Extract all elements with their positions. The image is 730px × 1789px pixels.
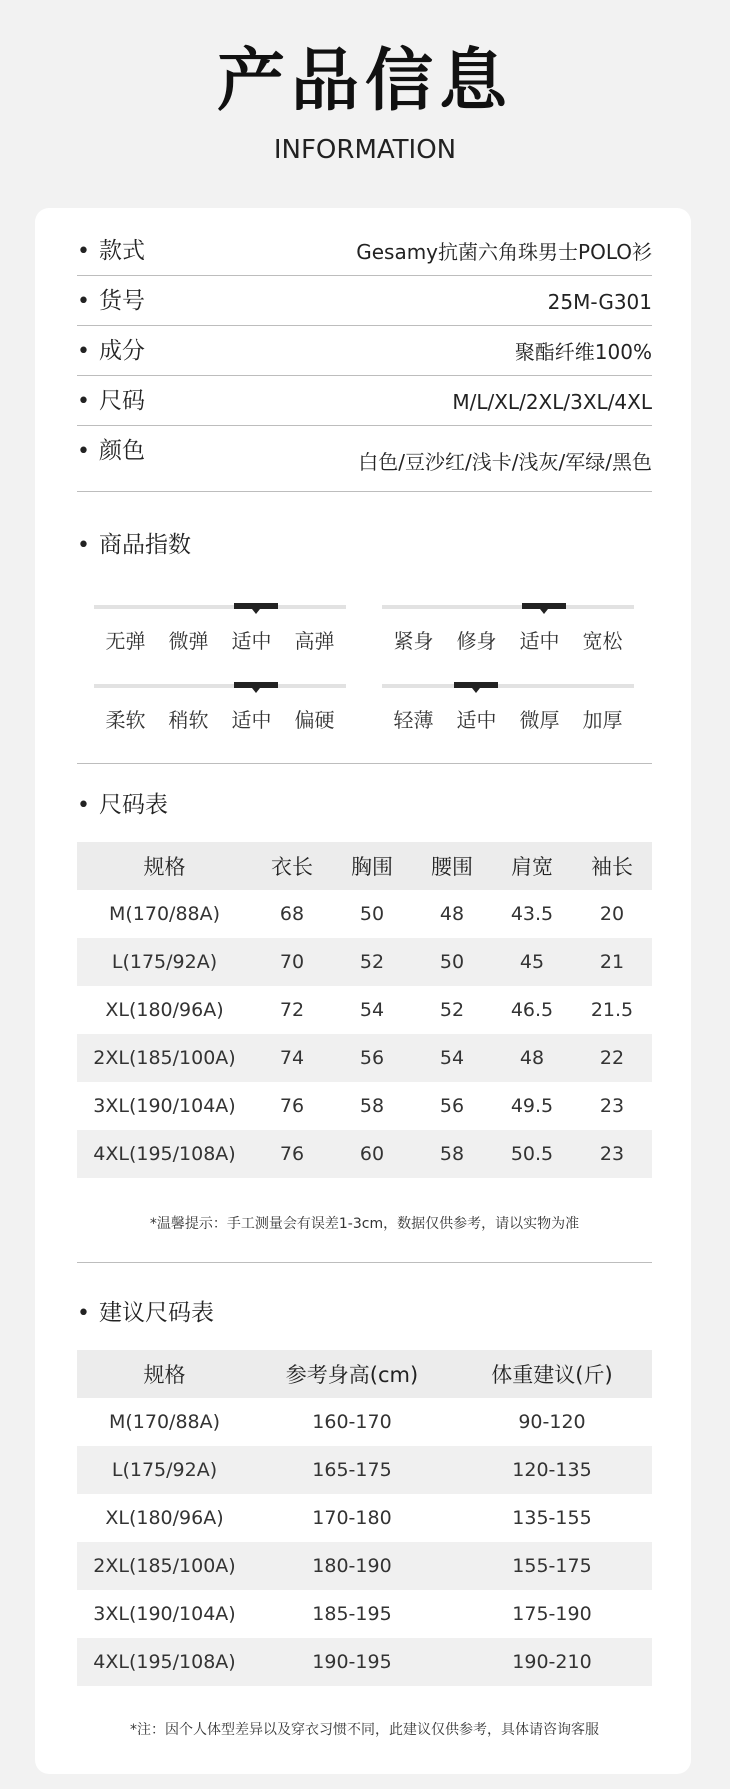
column-header: 体重建议(斤) — [452, 1350, 652, 1398]
table-cell: 52 — [332, 938, 412, 986]
table-cell: 50 — [412, 938, 492, 986]
table-cell: 155-175 — [452, 1542, 652, 1590]
table-header-row — [77, 1350, 652, 1398]
scale-option: 加厚 — [582, 708, 623, 732]
table-cell: 48 — [492, 1034, 572, 1082]
section-divider — [77, 1262, 652, 1263]
scale-track — [382, 605, 634, 609]
suggest-size-table — [77, 1350, 652, 1686]
table-row — [77, 1590, 652, 1638]
scale-track — [382, 684, 634, 688]
section-title-index: • 商品指数 — [77, 530, 191, 561]
scale-option: 微弹 — [168, 629, 209, 653]
scale-option: 适中 — [456, 708, 497, 732]
column-header: 腰围 — [412, 842, 492, 890]
table-cell: 58 — [412, 1130, 492, 1178]
column-header: 肩宽 — [492, 842, 572, 890]
table-cell: 21.5 — [590, 999, 634, 1021]
table-cell: 2XL(185/100A) — [77, 1542, 252, 1590]
info-value: 聚酯纤维100% — [514, 340, 652, 364]
table-row — [77, 890, 652, 938]
table-cell: 3XL(190/104A) — [93, 1603, 236, 1625]
table-cell: 90-120 — [518, 1411, 586, 1433]
table-cell: 56 — [332, 1034, 412, 1082]
scale-option: 微厚 — [519, 708, 560, 732]
info-value: M/L/XL/2XL/3XL/4XL — [452, 390, 652, 414]
table-cell: 120-135 — [452, 1446, 652, 1494]
table-cell: 23 — [572, 1130, 652, 1178]
table-cell: L(175/92A) — [77, 938, 252, 986]
table-cell: 2XL(185/100A) — [77, 1034, 252, 1082]
info-label: • 货号 — [77, 286, 145, 317]
scale-marker — [234, 603, 278, 609]
scale-marker — [454, 682, 498, 688]
table-cell: 50.5 — [492, 1130, 572, 1178]
table-cell: 48 — [439, 903, 465, 925]
info-row-colors — [77, 426, 652, 492]
info-label: • 款式 — [77, 236, 145, 267]
table-cell: 60 — [332, 1130, 412, 1178]
table-row — [77, 1446, 652, 1494]
table-cell: 190-195 — [252, 1638, 452, 1686]
table-cell: 72 — [279, 999, 305, 1021]
info-row-sizes — [77, 376, 652, 426]
table-cell: M(170/88A) — [108, 903, 221, 925]
column-header: 规格 — [77, 842, 252, 890]
table-cell: 74 — [252, 1034, 332, 1082]
table-cell: 22 — [572, 1034, 652, 1082]
table-cell: 4XL(195/108A) — [77, 1130, 252, 1178]
page-subtitle: INFORMATION — [273, 135, 457, 165]
scale-option: 适中 — [231, 629, 272, 653]
table-cell: XL(180/96A) — [105, 999, 224, 1021]
table-row — [77, 1082, 652, 1130]
scale-fit — [382, 605, 634, 675]
scale-softness — [94, 684, 346, 754]
table-cell: M(170/88A) — [108, 1411, 221, 1433]
table-row — [77, 1638, 652, 1686]
scale-track — [94, 684, 346, 688]
info-row-style — [77, 226, 652, 276]
table-cell: 21 — [572, 938, 652, 986]
info-card — [35, 208, 691, 1774]
section-divider — [77, 763, 652, 764]
table-cell: 50 — [359, 903, 385, 925]
table-cell: 70 — [252, 938, 332, 986]
table-cell: 52 — [439, 999, 465, 1021]
table-cell: 76 — [252, 1130, 332, 1178]
table-cell: XL(180/96A) — [105, 1507, 224, 1529]
scale-marker — [234, 682, 278, 688]
table-cell: 3XL(190/104A) — [93, 1095, 236, 1117]
table-row — [77, 986, 652, 1034]
scale-option: 无弹 — [105, 629, 146, 653]
table-cell: 185-195 — [312, 1603, 392, 1625]
info-label: • 成分 — [77, 336, 145, 367]
table-row — [77, 1542, 652, 1590]
info-row-sku — [77, 276, 652, 326]
table-cell: 76 — [279, 1095, 305, 1117]
table-cell: 45 — [492, 938, 572, 986]
table-cell: 46.5 — [510, 999, 554, 1021]
table-cell: 54 — [359, 999, 385, 1021]
column-header: 袖长 — [572, 842, 652, 890]
scale-option: 宽松 — [582, 629, 623, 653]
table-cell: 170-180 — [312, 1507, 392, 1529]
scale-track — [94, 605, 346, 609]
info-value: Gesamy抗菌六角珠男士POLO衫 — [356, 240, 652, 264]
scale-thickness — [382, 684, 634, 754]
scale-option: 高弹 — [294, 629, 335, 653]
section-title-size-table: • 尺码表 — [77, 790, 168, 821]
size-table-note: *温馨提示：手工测量会有误差1-3cm，数据仅供参考，请以实物为准 — [149, 1216, 580, 1232]
table-cell: 180-190 — [252, 1542, 452, 1590]
scale-option: 适中 — [231, 708, 272, 732]
table-cell: 175-190 — [512, 1603, 592, 1625]
scale-elasticity — [94, 605, 346, 675]
column-header: 衣长 — [252, 842, 332, 890]
info-label: • 颜色 — [77, 436, 145, 467]
table-cell: 4XL(195/108A) — [77, 1638, 252, 1686]
size-table — [77, 842, 652, 1178]
table-cell: 49.5 — [510, 1095, 554, 1117]
table-row — [77, 1398, 652, 1446]
table-cell: 68 — [279, 903, 305, 925]
scale-marker — [522, 603, 566, 609]
table-cell: 23 — [599, 1095, 625, 1117]
scale-option: 修身 — [456, 629, 497, 653]
table-cell: 20 — [599, 903, 625, 925]
suggest-table-note: *注：因个人体型差异以及穿衣习惯不同，此建议仅供参考，具体请咨询客服 — [130, 1722, 599, 1738]
info-row-material — [77, 326, 652, 376]
table-cell: 58 — [359, 1095, 385, 1117]
table-cell: 135-155 — [512, 1507, 592, 1529]
table-cell: 165-175 — [252, 1446, 452, 1494]
info-value: 白色/豆沙红/浅卡/浅灰/军绿/黑色 — [358, 450, 652, 474]
scale-option: 轻薄 — [393, 708, 434, 732]
column-header: 参考身高(cm) — [252, 1350, 452, 1398]
scale-option: 适中 — [519, 629, 560, 653]
info-value: 25M-G301 — [547, 290, 652, 314]
table-cell: 54 — [412, 1034, 492, 1082]
table-row — [77, 1494, 652, 1542]
table-cell: 56 — [439, 1095, 465, 1117]
info-label: • 尺码 — [77, 386, 145, 417]
table-row — [77, 1034, 652, 1082]
column-header: 规格 — [77, 1350, 252, 1398]
scale-option: 柔软 — [105, 708, 146, 732]
table-row — [77, 1130, 652, 1178]
scale-option: 紧身 — [393, 629, 434, 653]
scale-option: 偏硬 — [294, 708, 335, 732]
section-title-suggest-table: • 建议尺码表 — [77, 1298, 214, 1329]
table-cell: 43.5 — [510, 903, 554, 925]
scale-option: 稍软 — [168, 708, 209, 732]
table-cell: L(175/92A) — [77, 1446, 252, 1494]
table-cell: 160-170 — [312, 1411, 392, 1433]
table-row — [77, 938, 652, 986]
page-title: 产品信息 — [216, 42, 513, 121]
table-cell: 190-210 — [452, 1638, 652, 1686]
table-header-row — [77, 842, 652, 890]
column-header: 胸围 — [332, 842, 412, 890]
